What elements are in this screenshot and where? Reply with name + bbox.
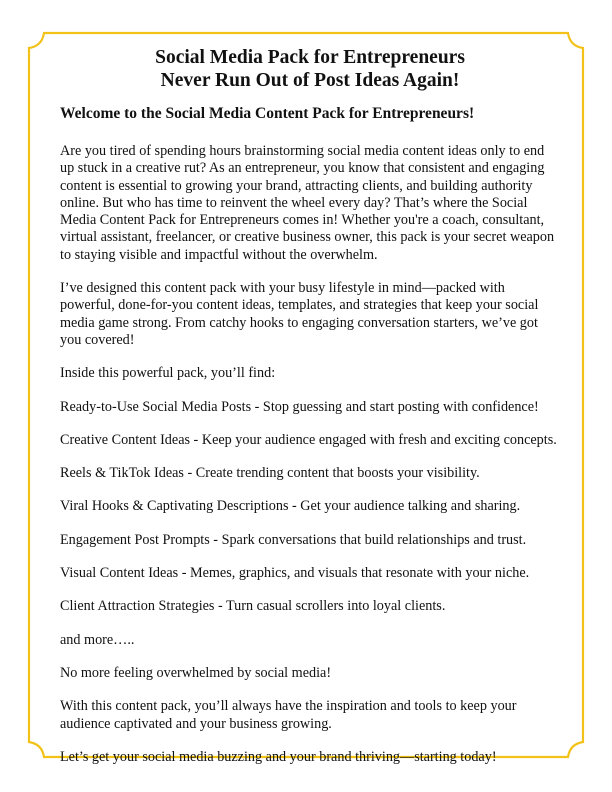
document-title-line-1: Social Media Pack for Entrepreneurs — [155, 47, 465, 68]
document-body — [60, 46, 560, 766]
document-title-line-2: Never Run Out of Post Ideas Again! — [160, 70, 460, 91]
inside-pack-paragraph: Inside this powerful pack, you’ll find: — [60, 365, 276, 382]
list-item-engagement-prompts: Engagement Post Prompts - Spark conversations that build relationships and trust. — [60, 531, 527, 548]
list-item-visual-ideas: Visual Content Ideas - Memes, graphics, and visuals that resonate with your niche. — [60, 565, 530, 582]
list-item-creative-ideas: Creative Content Ideas - Keep your audience engaged with fresh and exciting concepts. — [60, 431, 557, 448]
welcome-heading: Welcome to the Social Media Content Pack for Entrepreneurs! — [60, 105, 475, 122]
list-item-client-attraction: Client Attraction Strategies - Turn casual scrollers into loyal clients. — [60, 598, 446, 615]
list-item-viral-hooks: Viral Hooks & Captivating Descriptions - Get your audience talking and sharing. — [60, 498, 521, 515]
design-paragraph: I’ve designed this content pack with your busy lifestyle in mind—packed with powerful, done-for-you content ideas, templates, and strategies that keep your social media game strong. From catchy hooks to engaging conversation starters, we’ve got you covered! — [60, 280, 539, 348]
closing-paragraph: Let’s get your social media buzzing and your brand thriving—starting today! — [60, 748, 497, 765]
list-item-ready-posts: Ready-to-Use Social Media Posts - Stop guessing and start posting with confidence! — [60, 398, 539, 415]
and-more-paragraph: and more….. — [60, 631, 135, 648]
list-item-reels-tiktok: Reels & TikTok Ideas - Create trending content that boosts your visibility. — [60, 465, 480, 482]
intro-paragraph: Are you tired of spending hours brainstorming social media content ideas only to end up stuck in a creative rut? As an entrepreneur, you know that consistent and engaging content is essential to growing your brand, attracting clients, and building authority online. But who has time to reinvent the wheel every day? That’s where the Social Media Content Pack for Entrepreneurs comes in! Whether you're a coach, consultant, virtual assistant, freelancer, or creative business owner, this pack is your secret weapon to staying visible and impactful without the overwhelm. — [60, 143, 555, 263]
inspiration-paragraph: With this content pack, you’ll always have the inspiration and tools to keep your audience captivated and your business growing. — [60, 698, 517, 732]
no-overwhelm-paragraph: No more feeling overwhelmed by social media! — [60, 664, 332, 681]
